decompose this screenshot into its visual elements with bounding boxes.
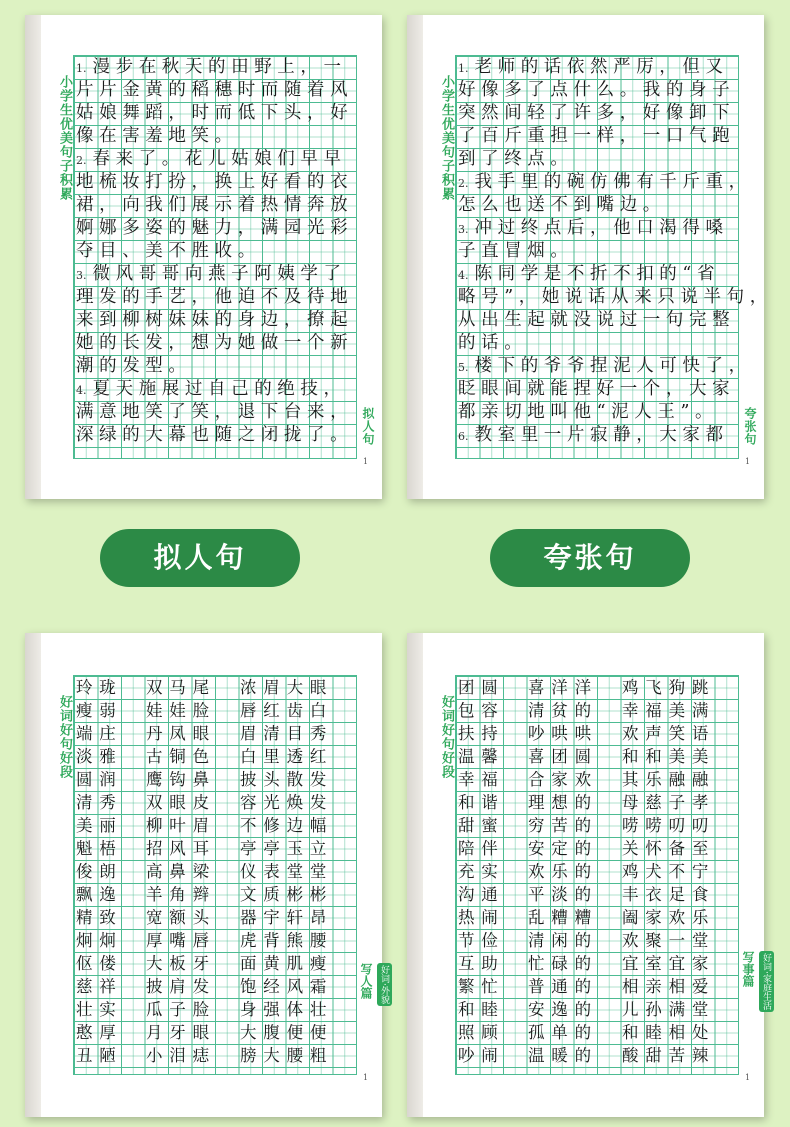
- word-entry: 文质彬彬: [240, 885, 334, 904]
- word-entry: 不修边幅: [240, 816, 334, 835]
- word-entry: 美丽: [76, 816, 123, 835]
- sentence-line: 1. 老师的话依然严厉，但又: [458, 57, 729, 77]
- word-entry: 圆润: [76, 770, 123, 789]
- word-entry: 充实: [458, 862, 505, 881]
- sentence-number: 4.: [76, 384, 87, 397]
- word-entry: 母慈子孝: [622, 793, 716, 812]
- word-entry: 饱经风霜: [240, 977, 334, 996]
- word-entry: 和睦: [458, 1000, 505, 1019]
- section-tag: 夸张句: [743, 407, 757, 446]
- sentence-line: 满意地笑了笑，退下台来，: [76, 402, 354, 422]
- word-entry: 清闲的: [528, 931, 598, 950]
- word-entry: 和睦相处: [622, 1023, 716, 1042]
- sentence-line: 子直冒烟。: [458, 241, 574, 261]
- word-entry: 慈祥: [76, 977, 123, 996]
- page-spine: [407, 633, 423, 1117]
- word-entry: 欢声笑语: [622, 724, 716, 743]
- word-entry: 鸡犬不宁: [622, 862, 716, 881]
- sentence-line: 地梳妆打扮，换上好看的衣: [76, 172, 354, 192]
- word-entry: 儿孙满堂: [622, 1000, 716, 1019]
- word-entry: 理想的: [528, 793, 598, 812]
- word-entry: 双眼皮: [146, 793, 216, 812]
- word-column-1: [458, 676, 505, 1067]
- word-entry: 唇红齿白: [240, 701, 334, 720]
- word-entry: 关怀备至: [622, 839, 716, 858]
- sub-tag: 好词·外貌: [377, 963, 392, 1006]
- sentence-number: 3.: [76, 269, 87, 282]
- section-tags: [740, 951, 774, 1012]
- page-hyperbole: [407, 15, 773, 499]
- word-entry: 普通的: [528, 977, 598, 996]
- word-entry: 和谐: [458, 793, 505, 812]
- page-spine: [25, 633, 41, 1117]
- section-tag: 写事篇: [741, 951, 755, 987]
- word-entry: 宽额头: [146, 908, 216, 927]
- word-entry: 丑陋: [76, 1046, 123, 1065]
- word-entry: 精致: [76, 908, 123, 927]
- page-personification: [25, 15, 382, 499]
- word-entry: 大板牙: [146, 954, 216, 973]
- word-entry: 面黄肌瘦: [240, 954, 334, 973]
- word-column-1: [76, 676, 123, 1067]
- sentence-line: 5. 楼下的爷爷捏泥人可快了，: [458, 356, 752, 376]
- section-tag: 拟人句: [361, 407, 375, 446]
- word-entry: 扶持: [458, 724, 505, 743]
- word-entry: 俊朗: [76, 862, 123, 881]
- page-number: 1: [745, 457, 751, 466]
- word-entry: 招风耳: [146, 839, 216, 858]
- sentence-line: 都亲切地叫他“泥人王”。: [458, 402, 719, 422]
- word-entry: 欢聚一堂: [622, 931, 716, 950]
- word-entry: 娃娃脸: [146, 701, 216, 720]
- sentence-line: 的话。: [458, 333, 528, 353]
- word-entry: 淡雅: [76, 747, 123, 766]
- word-entry: 其乐融融: [622, 770, 716, 789]
- word-entry: 温暖的: [528, 1046, 598, 1065]
- word-entry: 眉清目秀: [240, 724, 334, 743]
- word-entry: 飘逸: [76, 885, 123, 904]
- word-entry: 憨厚: [76, 1023, 123, 1042]
- word-entry: 鸡飞狗跳: [622, 678, 716, 697]
- page-spine: [407, 15, 423, 499]
- word-entry: 喜洋洋: [528, 678, 598, 697]
- word-entry: 安逸的: [528, 1000, 598, 1019]
- sentence-line: 3. 微风哥哥向燕子阿姨学了: [76, 264, 347, 284]
- page-describing-events: [407, 633, 771, 1117]
- word-entry: 瓜子脸: [146, 1000, 216, 1019]
- sentence-lines: [74, 56, 356, 447]
- sentence-line: 略号”，她说话从来只说半句，: [458, 287, 773, 307]
- section-tag: 写人篇: [359, 963, 373, 999]
- word-entry: 古铜色: [146, 747, 216, 766]
- word-column-3: [240, 676, 333, 1067]
- sentence-line: 突然间轻了许多，好像卸下: [458, 103, 736, 123]
- word-entry: 亭亭玉立: [240, 839, 334, 858]
- word-entry: 身强体壮: [240, 1000, 334, 1019]
- sentence-number: 5.: [458, 361, 469, 374]
- word-entry: 瘦弱: [76, 701, 123, 720]
- page-number: 1: [363, 1073, 369, 1082]
- word-entry: 阖家欢乐: [622, 908, 716, 927]
- word-entry: 清秀: [76, 793, 123, 812]
- side-title: 好词好句好段: [57, 695, 72, 779]
- sentence-line: 2. 春来了。花儿姑娘们早早: [76, 149, 347, 169]
- word-entry: 壮实: [76, 1000, 123, 1019]
- word-entry: 吵哄哄: [528, 724, 598, 743]
- sentence-line: 深绿的大幕也随之闭拢了。: [76, 425, 354, 445]
- sentence-number: 3.: [458, 223, 469, 236]
- word-entry: 欢乐的: [528, 862, 598, 881]
- word-entry: 月牙眼: [146, 1023, 216, 1042]
- word-entry: 沟通: [458, 885, 505, 904]
- sentence-number: 4.: [458, 269, 469, 282]
- writing-grid: [73, 675, 357, 1075]
- word-entry: 和和美美: [622, 747, 716, 766]
- word-entry: 器宇轩昂: [240, 908, 334, 927]
- sentence-line: 理发的手艺，他迫不及待地: [76, 287, 354, 307]
- word-entry: 柳叶眉: [146, 816, 216, 835]
- word-entry: 团圆: [458, 678, 505, 697]
- word-entry: 孤单的: [528, 1023, 598, 1042]
- hyperbole-button[interactable]: 夸张句: [490, 529, 690, 587]
- sentence-line: 到了终点。: [458, 149, 574, 169]
- page-number: 1: [363, 457, 369, 466]
- page-number: 1: [745, 1073, 751, 1082]
- side-title: 小学生优美句子积累: [439, 75, 454, 201]
- word-entry: 鹰钩鼻: [146, 770, 216, 789]
- sentence-line: 片片金黄的稻穗时而随着风: [76, 80, 354, 100]
- writing-grid: [455, 675, 739, 1075]
- sentence-line: 潮的发型。: [76, 356, 192, 376]
- writing-grid: [73, 55, 357, 459]
- word-entry: 幸福美满: [622, 701, 716, 720]
- sentence-number: 2.: [76, 154, 87, 167]
- word-entry: 虎背熊腰: [240, 931, 334, 950]
- word-entry: 浓眉大眼: [240, 678, 334, 697]
- word-entry: 伛偻: [76, 954, 123, 973]
- word-entry: 容光焕发: [240, 793, 334, 812]
- word-entry: 羊角辫: [146, 885, 216, 904]
- word-entry: 包容: [458, 701, 505, 720]
- sub-tag: 好词·家庭生活: [759, 951, 774, 1012]
- word-entry: 炯炯: [76, 931, 123, 950]
- side-title: 好词好句好段: [439, 695, 454, 779]
- sentence-number: 1.: [458, 62, 469, 75]
- word-entry: 大腹便便: [240, 1023, 334, 1042]
- word-entry: 魁梧: [76, 839, 123, 858]
- sentence-number: 1.: [76, 62, 87, 75]
- sentence-line: 夺目、美不胜收。: [76, 241, 261, 261]
- personification-button[interactable]: 拟人句: [100, 529, 300, 587]
- sentence-line: 裙，向我们展示着热情奔放: [76, 195, 354, 215]
- sentence-line: 她的长发，想为她做一个新: [76, 333, 354, 353]
- word-entry: 唠唠叨叨: [622, 816, 716, 835]
- word-entry: 高鼻梁: [146, 862, 216, 881]
- sentence-line: 3. 冲过终点后，他口渴得嗓: [458, 218, 729, 238]
- side-title: 小学生优美句子积累: [57, 75, 72, 201]
- sentence-line: 像在害羞地笑。: [76, 126, 238, 146]
- word-entry: 膀大腰粗: [240, 1046, 334, 1065]
- word-entry: 丰衣足食: [622, 885, 716, 904]
- word-entry: 披肩发: [146, 977, 216, 996]
- word-entry: 清贫的: [528, 701, 598, 720]
- word-entry: 忙碌的: [528, 954, 598, 973]
- sentence-line: 来到柳树妹妹的身边，撩起: [76, 310, 354, 330]
- sentence-line: 2. 我手里的碗仿佛有千斤重，: [458, 172, 752, 192]
- word-column-2: [146, 676, 216, 1067]
- sentence-line: 4. 夏天施展过自己的绝技，: [76, 379, 347, 399]
- word-entry: 热闹: [458, 908, 505, 927]
- page-describing-people: [25, 633, 389, 1117]
- word-entry: 幸福: [458, 770, 505, 789]
- sentence-line: 好像多了点什么。我的身子: [458, 80, 736, 100]
- sentence-line: 从出生起就没说过一句完整: [458, 310, 736, 330]
- word-entry: 宜室宜家: [622, 954, 716, 973]
- word-entry: 双马尾: [146, 678, 216, 697]
- word-entry: 吵闹: [458, 1046, 505, 1065]
- word-entry: 安定的: [528, 839, 598, 858]
- page-spine: [25, 15, 41, 499]
- word-entry: 互助: [458, 954, 505, 973]
- sentence-line: 姑娘舞蹈，时而低下头，好: [76, 103, 354, 123]
- word-entry: 喜团圆: [528, 747, 598, 766]
- word-entry: 端庄: [76, 724, 123, 743]
- word-entry: 穷苦的: [528, 816, 598, 835]
- section-tags: [358, 963, 392, 1006]
- word-entry: 繁忙: [458, 977, 505, 996]
- word-entry: 酸甜苦辣: [622, 1046, 716, 1065]
- sentence-line: 眨眼间就能捏好一个，大家: [458, 379, 736, 399]
- word-column-3: [622, 676, 715, 1067]
- word-entry: 白里透红: [240, 747, 334, 766]
- sentence-line: 4. 陈同学是不折不扣的“省: [458, 264, 721, 284]
- sentence-line: 了百斤重担一样，一口气跑: [458, 126, 736, 146]
- word-column-2: [528, 676, 598, 1067]
- word-entry: 丹凤眼: [146, 724, 216, 743]
- sentence-line: 6. 教室里一片寂静，大家都: [458, 425, 729, 445]
- word-entry: 小泪痣: [146, 1046, 216, 1065]
- word-entry: 节俭: [458, 931, 505, 950]
- word-entry: 乱糟糟: [528, 908, 598, 927]
- sentence-line: 怎么也送不到嘴边。: [458, 195, 666, 215]
- word-entry: 厚嘴唇: [146, 931, 216, 950]
- sentence-number: 2.: [458, 177, 469, 190]
- word-entry: 合家欢: [528, 770, 598, 789]
- sentence-line: 1. 漫步在秋天的田野上，一: [76, 57, 347, 77]
- word-entry: 温馨: [458, 747, 505, 766]
- word-entry: 相亲相爱: [622, 977, 716, 996]
- sentence-number: 6.: [458, 430, 469, 443]
- sentence-line: 婀娜多姿的魅力，满园光彩: [76, 218, 354, 238]
- word-entry: 陪伴: [458, 839, 505, 858]
- word-entry: 甜蜜: [458, 816, 505, 835]
- word-entry: 照顾: [458, 1023, 505, 1042]
- word-entry: 平淡的: [528, 885, 598, 904]
- word-entry: 仪表堂堂: [240, 862, 334, 881]
- word-entry: 玲珑: [76, 678, 123, 697]
- word-entry: 披头散发: [240, 770, 334, 789]
